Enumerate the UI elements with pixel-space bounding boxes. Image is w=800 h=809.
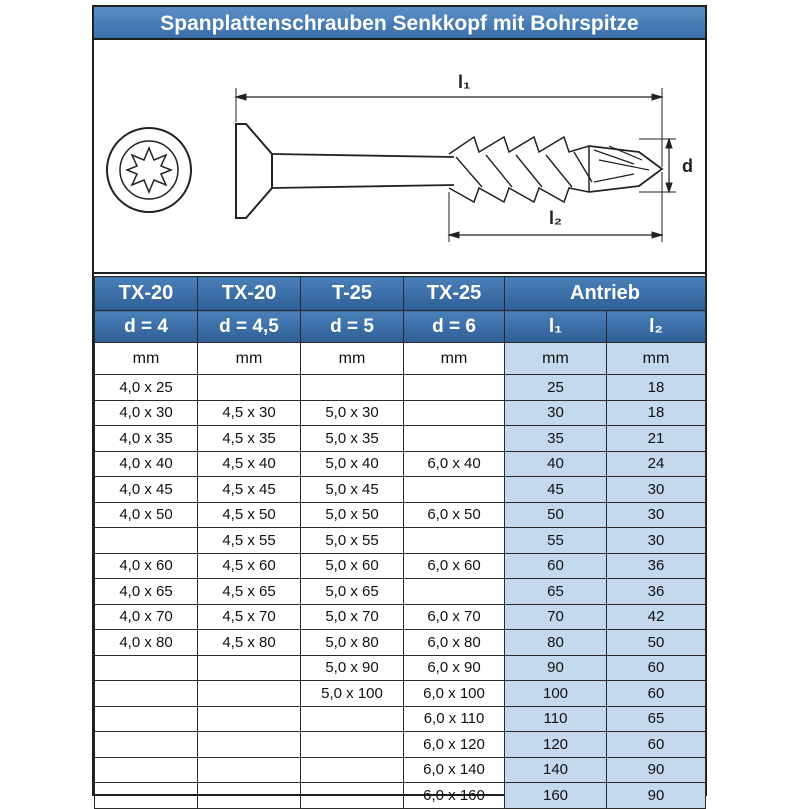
table-row — [95, 604, 706, 630]
table-cell: 4,5 x 50 — [198, 502, 301, 528]
table-cell: 5,0 x 35 — [301, 426, 404, 452]
table-cell — [95, 655, 198, 681]
table-cell: 6,0 x 70 — [404, 604, 505, 630]
subheader-d6: d = 6 — [404, 311, 505, 343]
table-cell: 30 — [607, 502, 706, 528]
table-cell: 4,0 x 50 — [95, 502, 198, 528]
table-cell: 65 — [505, 579, 607, 605]
table-row — [95, 579, 706, 605]
table-cell: 120 — [505, 732, 607, 758]
table-cell: 60 — [505, 553, 607, 579]
header-t25: T-25 — [301, 277, 404, 311]
table-row — [95, 757, 706, 783]
header-tx25: TX-25 — [404, 277, 505, 311]
product-sheet — [92, 5, 707, 804]
table-cell: 4,5 x 40 — [198, 451, 301, 477]
dimension-l2 — [449, 172, 662, 242]
table-cell: 30 — [505, 400, 607, 426]
table-cell: 55 — [505, 528, 607, 554]
dimension-table — [94, 276, 706, 809]
table-cell: 4,5 x 45 — [198, 477, 301, 503]
table-cell: 24 — [607, 451, 706, 477]
table-cell: 65 — [607, 706, 706, 732]
table-cell: 160 — [505, 783, 607, 809]
table-cell: 4,0 x 45 — [95, 477, 198, 503]
table-cell — [95, 528, 198, 554]
table-cell: 4,5 x 80 — [198, 630, 301, 656]
label-l1: l₁ — [458, 72, 471, 92]
table-row — [95, 477, 706, 503]
page-title: Spanplattenschrauben Senkkopf mit Bohrspitze — [94, 7, 705, 40]
table-cell: 4,0 x 30 — [95, 400, 198, 426]
table-cell: 6,0 x 160 — [404, 783, 505, 809]
table-cell — [198, 375, 301, 401]
table-cell: 25 — [505, 375, 607, 401]
table-cell: 5,0 x 90 — [301, 655, 404, 681]
table-cell — [404, 375, 505, 401]
table-row — [95, 630, 706, 656]
table-cell: 6,0 x 120 — [404, 732, 505, 758]
subheader-l2: l₂ — [607, 311, 706, 343]
table-cell: 30 — [607, 477, 706, 503]
label-d: d — [682, 156, 693, 176]
table-row — [95, 732, 706, 758]
unit-cell: mm — [505, 343, 607, 375]
table-cell — [95, 783, 198, 809]
table-row — [95, 375, 706, 401]
unit-cell: mm — [607, 343, 706, 375]
table-cell: 18 — [607, 375, 706, 401]
table-cell: 4,0 x 40 — [95, 451, 198, 477]
table-header-row — [95, 277, 706, 311]
table-cell — [198, 655, 301, 681]
table-row — [95, 681, 706, 707]
table-cell — [198, 732, 301, 758]
table-cell — [95, 706, 198, 732]
table-cell: 6,0 x 80 — [404, 630, 505, 656]
table-cell: 4,5 x 65 — [198, 579, 301, 605]
units-row — [95, 343, 706, 375]
table-cell — [95, 732, 198, 758]
table-cell: 4,5 x 30 — [198, 400, 301, 426]
subheader-l1: l₁ — [505, 311, 607, 343]
table-cell — [301, 706, 404, 732]
table-row — [95, 451, 706, 477]
table-cell: 6,0 x 100 — [404, 681, 505, 707]
table-cell: 4,0 x 60 — [95, 553, 198, 579]
table-cell: 110 — [505, 706, 607, 732]
table-cell — [404, 579, 505, 605]
table-row — [95, 553, 706, 579]
subheader-d4: d = 4 — [95, 311, 198, 343]
table-cell: 4,0 x 65 — [95, 579, 198, 605]
table-cell — [198, 681, 301, 707]
table-cell: 50 — [505, 502, 607, 528]
table-cell: 36 — [607, 579, 706, 605]
table-cell: 6,0 x 90 — [404, 655, 505, 681]
table-cell: 4,0 x 35 — [95, 426, 198, 452]
table-cell: 60 — [607, 732, 706, 758]
unit-cell: mm — [404, 343, 505, 375]
table-cell — [404, 477, 505, 503]
table-cell: 5,0 x 55 — [301, 528, 404, 554]
table-cell — [404, 528, 505, 554]
table-cell — [301, 783, 404, 809]
table-cell: 4,0 x 80 — [95, 630, 198, 656]
table-cell: 4,5 x 55 — [198, 528, 301, 554]
table-cell: 5,0 x 30 — [301, 400, 404, 426]
table-row — [95, 400, 706, 426]
table-cell: 21 — [607, 426, 706, 452]
table-cell — [198, 706, 301, 732]
table-body — [95, 343, 706, 809]
table-cell: 90 — [505, 655, 607, 681]
table-cell: 90 — [607, 757, 706, 783]
table-cell: 6,0 x 60 — [404, 553, 505, 579]
table-cell: 40 — [505, 451, 607, 477]
subheader-d45: d = 4,5 — [198, 311, 301, 343]
table-cell: 5,0 x 40 — [301, 451, 404, 477]
table-cell — [404, 426, 505, 452]
table-cell — [404, 400, 505, 426]
table-row — [95, 502, 706, 528]
label-l2: l₂ — [549, 208, 562, 228]
table-cell: 140 — [505, 757, 607, 783]
table-cell: 18 — [607, 400, 706, 426]
table-subheader-row — [95, 311, 706, 343]
screw-diagram — [94, 42, 705, 274]
table-cell — [95, 757, 198, 783]
table-cell: 50 — [607, 630, 706, 656]
table-row — [95, 706, 706, 732]
table-cell: 4,5 x 70 — [198, 604, 301, 630]
table-cell: 6,0 x 110 — [404, 706, 505, 732]
table-row — [95, 655, 706, 681]
unit-cell: mm — [301, 343, 404, 375]
table-cell: 4,0 x 25 — [95, 375, 198, 401]
table-cell — [198, 757, 301, 783]
table-cell: 42 — [607, 604, 706, 630]
header-tx20-a: TX-20 — [95, 277, 198, 311]
table-cell: 5,0 x 65 — [301, 579, 404, 605]
table-cell: 4,5 x 60 — [198, 553, 301, 579]
table-cell: 5,0 x 100 — [301, 681, 404, 707]
table-cell: 45 — [505, 477, 607, 503]
table-cell: 6,0 x 140 — [404, 757, 505, 783]
table-cell: 5,0 x 70 — [301, 604, 404, 630]
table-cell: 5,0 x 45 — [301, 477, 404, 503]
table-cell: 6,0 x 40 — [404, 451, 505, 477]
subheader-d5: d = 5 — [301, 311, 404, 343]
table-cell: 5,0 x 80 — [301, 630, 404, 656]
table-cell: 36 — [607, 553, 706, 579]
header-antrieb: Antrieb — [505, 277, 706, 311]
table-cell: 60 — [607, 681, 706, 707]
torx-head-icon — [107, 128, 191, 212]
table-cell: 5,0 x 50 — [301, 502, 404, 528]
table-cell — [198, 783, 301, 809]
table-cell: 35 — [505, 426, 607, 452]
table-cell: 90 — [607, 783, 706, 809]
table-cell: 4,0 x 70 — [95, 604, 198, 630]
table-cell: 4,5 x 35 — [198, 426, 301, 452]
table-row — [95, 426, 706, 452]
table-cell: 6,0 x 50 — [404, 502, 505, 528]
table-row — [95, 528, 706, 554]
table-cell — [301, 732, 404, 758]
unit-cell: mm — [198, 343, 301, 375]
table-cell — [301, 757, 404, 783]
table-cell: 80 — [505, 630, 607, 656]
table-row — [95, 783, 706, 809]
table-cell: 30 — [607, 528, 706, 554]
table-cell: 60 — [607, 655, 706, 681]
screw-drawing — [94, 42, 705, 274]
unit-cell: mm — [95, 343, 198, 375]
table-cell — [301, 375, 404, 401]
table-cell: 5,0 x 60 — [301, 553, 404, 579]
table-cell: 70 — [505, 604, 607, 630]
table-cell: 100 — [505, 681, 607, 707]
table-cell — [95, 681, 198, 707]
header-tx20-b: TX-20 — [198, 277, 301, 311]
